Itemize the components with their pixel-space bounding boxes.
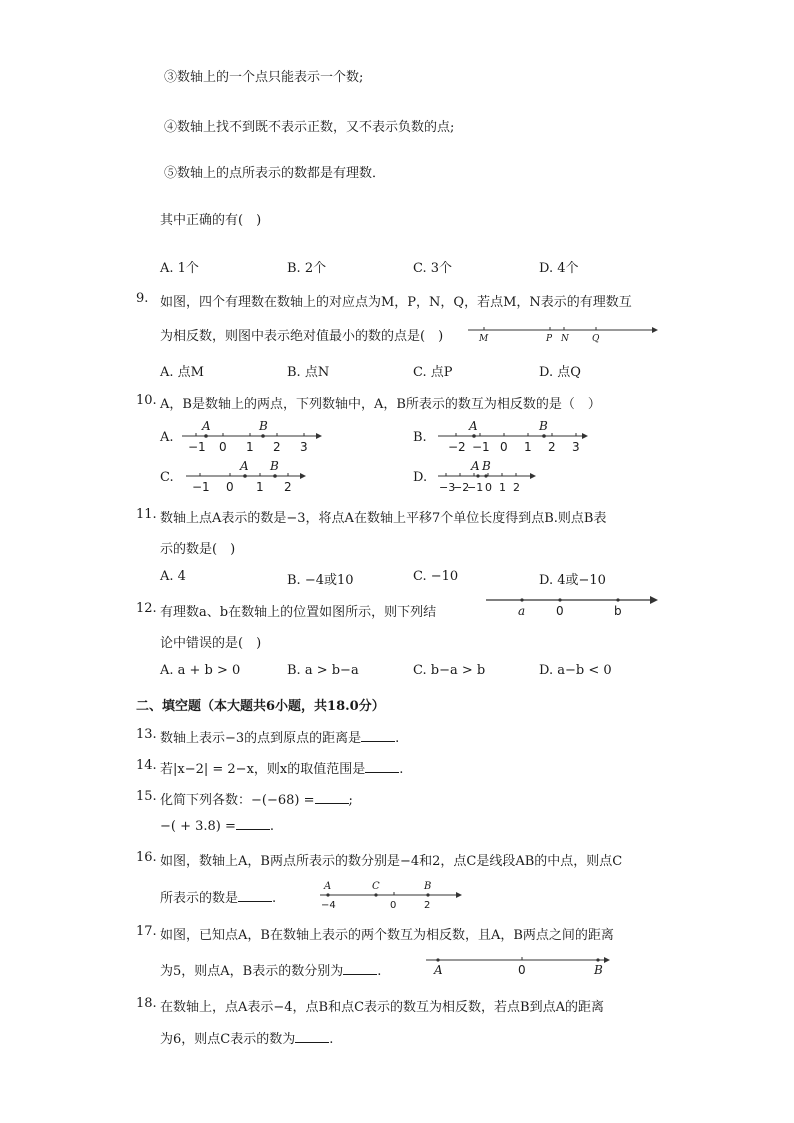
point-label: A [471, 459, 480, 473]
option-d: D. a−b < 0 [539, 663, 612, 678]
option-d: D. 4或−10 [539, 573, 606, 588]
question-text [160, 789, 353, 808]
number-line-figure [466, 320, 662, 344]
tick-label: 3 [572, 440, 580, 454]
tick-label: 2 [273, 440, 281, 454]
point-label: N [561, 334, 569, 344]
option-a: A. 1个 [160, 261, 199, 276]
option-b: B. 2个 [287, 261, 327, 276]
question-text: 在数轴上，点A表示−4，点B和点C表示的数互为相反数，若点B到点A的距离 [160, 1000, 604, 1015]
point-label: C [372, 881, 380, 892]
number-line-figure [424, 952, 616, 980]
question-text [160, 758, 403, 777]
option-d: D. [413, 470, 428, 485]
tick-label: 1 [499, 481, 506, 494]
question-text-body: 数轴上表示−3的点到原点的距离是 [160, 731, 362, 746]
option-a: A. [160, 430, 174, 445]
tick-label: 0 [518, 963, 526, 977]
question-text: 如图，数轴上A，B两点所表示的数分别是−4和2，点C是线段AB的中点，则点C [160, 854, 623, 869]
number-line-b [436, 418, 591, 454]
point-label: A [240, 459, 249, 473]
tick-label: −4 [321, 900, 336, 911]
tick-label: −3 [439, 481, 456, 494]
punctuation: ; [348, 793, 353, 808]
option-d: D. 点Q [539, 365, 581, 380]
option-c: C. −10 [413, 569, 459, 584]
option-b: B. 点N [287, 365, 330, 380]
tick-label: 1 [256, 480, 264, 494]
tick-label: 0 [226, 480, 234, 494]
number-line-a [180, 418, 325, 454]
answer-blank [295, 1032, 329, 1043]
question-number: 9. [136, 291, 149, 306]
number-line-figure [318, 878, 468, 912]
tick-label: 0 [500, 440, 508, 454]
question-text-body: 化简下列各数：−(−68) = [160, 793, 315, 808]
statement-4: ④数轴上找不到既不表示正数，又不表示负数的点; [164, 120, 455, 135]
question-number: 10. [136, 393, 157, 408]
option-a: A. a + b > 0 [160, 663, 241, 678]
question-number: 17. [136, 924, 157, 939]
number-line-d [436, 458, 541, 494]
question-text: 为相反数，则图中表示绝对值最小的数的点是( ) [160, 329, 444, 344]
tick-label: −1 [192, 480, 210, 494]
punctuation: . [399, 762, 404, 777]
question-number: 18. [136, 996, 157, 1011]
tick-label: −1 [188, 440, 206, 454]
statement-5: ⑤数轴上的点所表示的数都是有理数． [164, 166, 386, 181]
question-text-body: 为5，则点A，B表示的数分别为 [160, 964, 344, 979]
option-c: C. b−a > b [413, 663, 486, 678]
option-a: A. 4 [160, 569, 186, 584]
question-number: 11. [136, 507, 157, 522]
option-b: B. −4或10 [287, 573, 354, 588]
question-text [160, 1028, 333, 1047]
tick-label: 2 [424, 900, 431, 911]
question-text [160, 727, 399, 746]
punctuation: . [395, 731, 400, 746]
tick-label: 1 [524, 440, 532, 454]
tick-label: 2 [513, 481, 520, 494]
point-label: b [614, 604, 622, 618]
tick-label: −1 [472, 440, 490, 454]
question-text-body: 为6，则点C表示的数为 [160, 1032, 296, 1047]
question-text: 如图，四个有理数在数轴上的对应点为M，P，N，Q，若点M，N表示的有理数互 [160, 295, 632, 310]
option-c: C. 3个 [413, 261, 453, 276]
tick-label: 0 [485, 481, 492, 494]
answer-blank [236, 819, 270, 830]
question-text: 论中错误的是( ) [160, 636, 262, 651]
question-number: 13. [136, 727, 157, 742]
option-c: C. 点P [413, 365, 453, 380]
point-label: P [546, 334, 553, 344]
punctuation: . [269, 819, 275, 834]
option-c: C. [160, 470, 174, 485]
punctuation: . [377, 964, 382, 979]
question-text [160, 819, 274, 834]
option-b: B. a > b−a [287, 663, 359, 678]
point-label: M [479, 334, 489, 344]
question-text [160, 887, 276, 906]
tick-label: 2 [548, 440, 556, 454]
statement-3: ③数轴上的一个点只能表示一个数; [164, 70, 364, 85]
point-label: B [424, 881, 432, 892]
option-b: B. [413, 430, 427, 445]
punctuation: . [329, 1032, 334, 1047]
point-label: B [539, 419, 548, 433]
question-text: 示的数是( ) [160, 542, 236, 557]
question-text: 有理数a、b在数轴上的位置如图所示，则下列结 [160, 605, 437, 620]
question-number: 15. [136, 789, 157, 804]
answer-blank [343, 964, 377, 975]
point-label: B [594, 963, 603, 977]
point-label: A [434, 963, 443, 977]
point-label: B [482, 459, 491, 473]
number-line-c [184, 458, 309, 494]
point-label: A [202, 419, 211, 433]
question-number: 14. [136, 758, 157, 773]
tick-label: 0 [390, 900, 397, 911]
question-text: 数轴上点A表示的数是−3，将点A在数轴上平移7个单位长度得到点B.则点B表 [160, 511, 607, 526]
tick-label: 2 [284, 480, 292, 494]
question-number: 16. [136, 850, 157, 865]
number-line-figure [484, 590, 662, 622]
answer-blank [238, 891, 272, 902]
tick-label: −2 [448, 440, 466, 454]
answer-blank [361, 731, 395, 742]
question-number: 12. [136, 601, 157, 616]
section-heading: 二、填空题（本大题共6小题，共18.0分） [136, 699, 385, 714]
question-text: A，B是数轴上的两点，下列数轴中，A，B所表示的数互为相反数的是（ ） [160, 397, 601, 412]
point-label: B [270, 459, 279, 473]
tick-label: 1 [246, 440, 254, 454]
tick-label: −2 [453, 481, 470, 494]
point-label: a [518, 604, 526, 618]
point-label: A [469, 419, 478, 433]
tick-label: 0 [219, 440, 227, 454]
tick-label: 3 [300, 440, 308, 454]
question-text-body: −( + 3.8) = [160, 819, 236, 834]
question-text [160, 960, 381, 979]
point-label: A [324, 881, 332, 892]
tick-label: −1 [467, 481, 484, 494]
point-label: B [259, 419, 268, 433]
question-text-body: 若|x−2| = 2−x，则x的取值范围是 [160, 762, 366, 777]
question-stem: 其中正确的有( ) [160, 213, 262, 228]
option-d: D. 4个 [539, 261, 579, 276]
option-a: A. 点M [160, 365, 204, 380]
question-text-body: 所表示的数是 [160, 891, 239, 906]
punctuation: . [272, 891, 277, 906]
answer-blank [315, 793, 349, 804]
tick-label: 0 [556, 604, 564, 618]
answer-blank [365, 762, 399, 773]
question-text: 如图，已知点A，B在数轴上表示的两个数互为相反数，且A，B两点之间的距离 [160, 928, 614, 943]
point-label: Q [592, 334, 600, 344]
